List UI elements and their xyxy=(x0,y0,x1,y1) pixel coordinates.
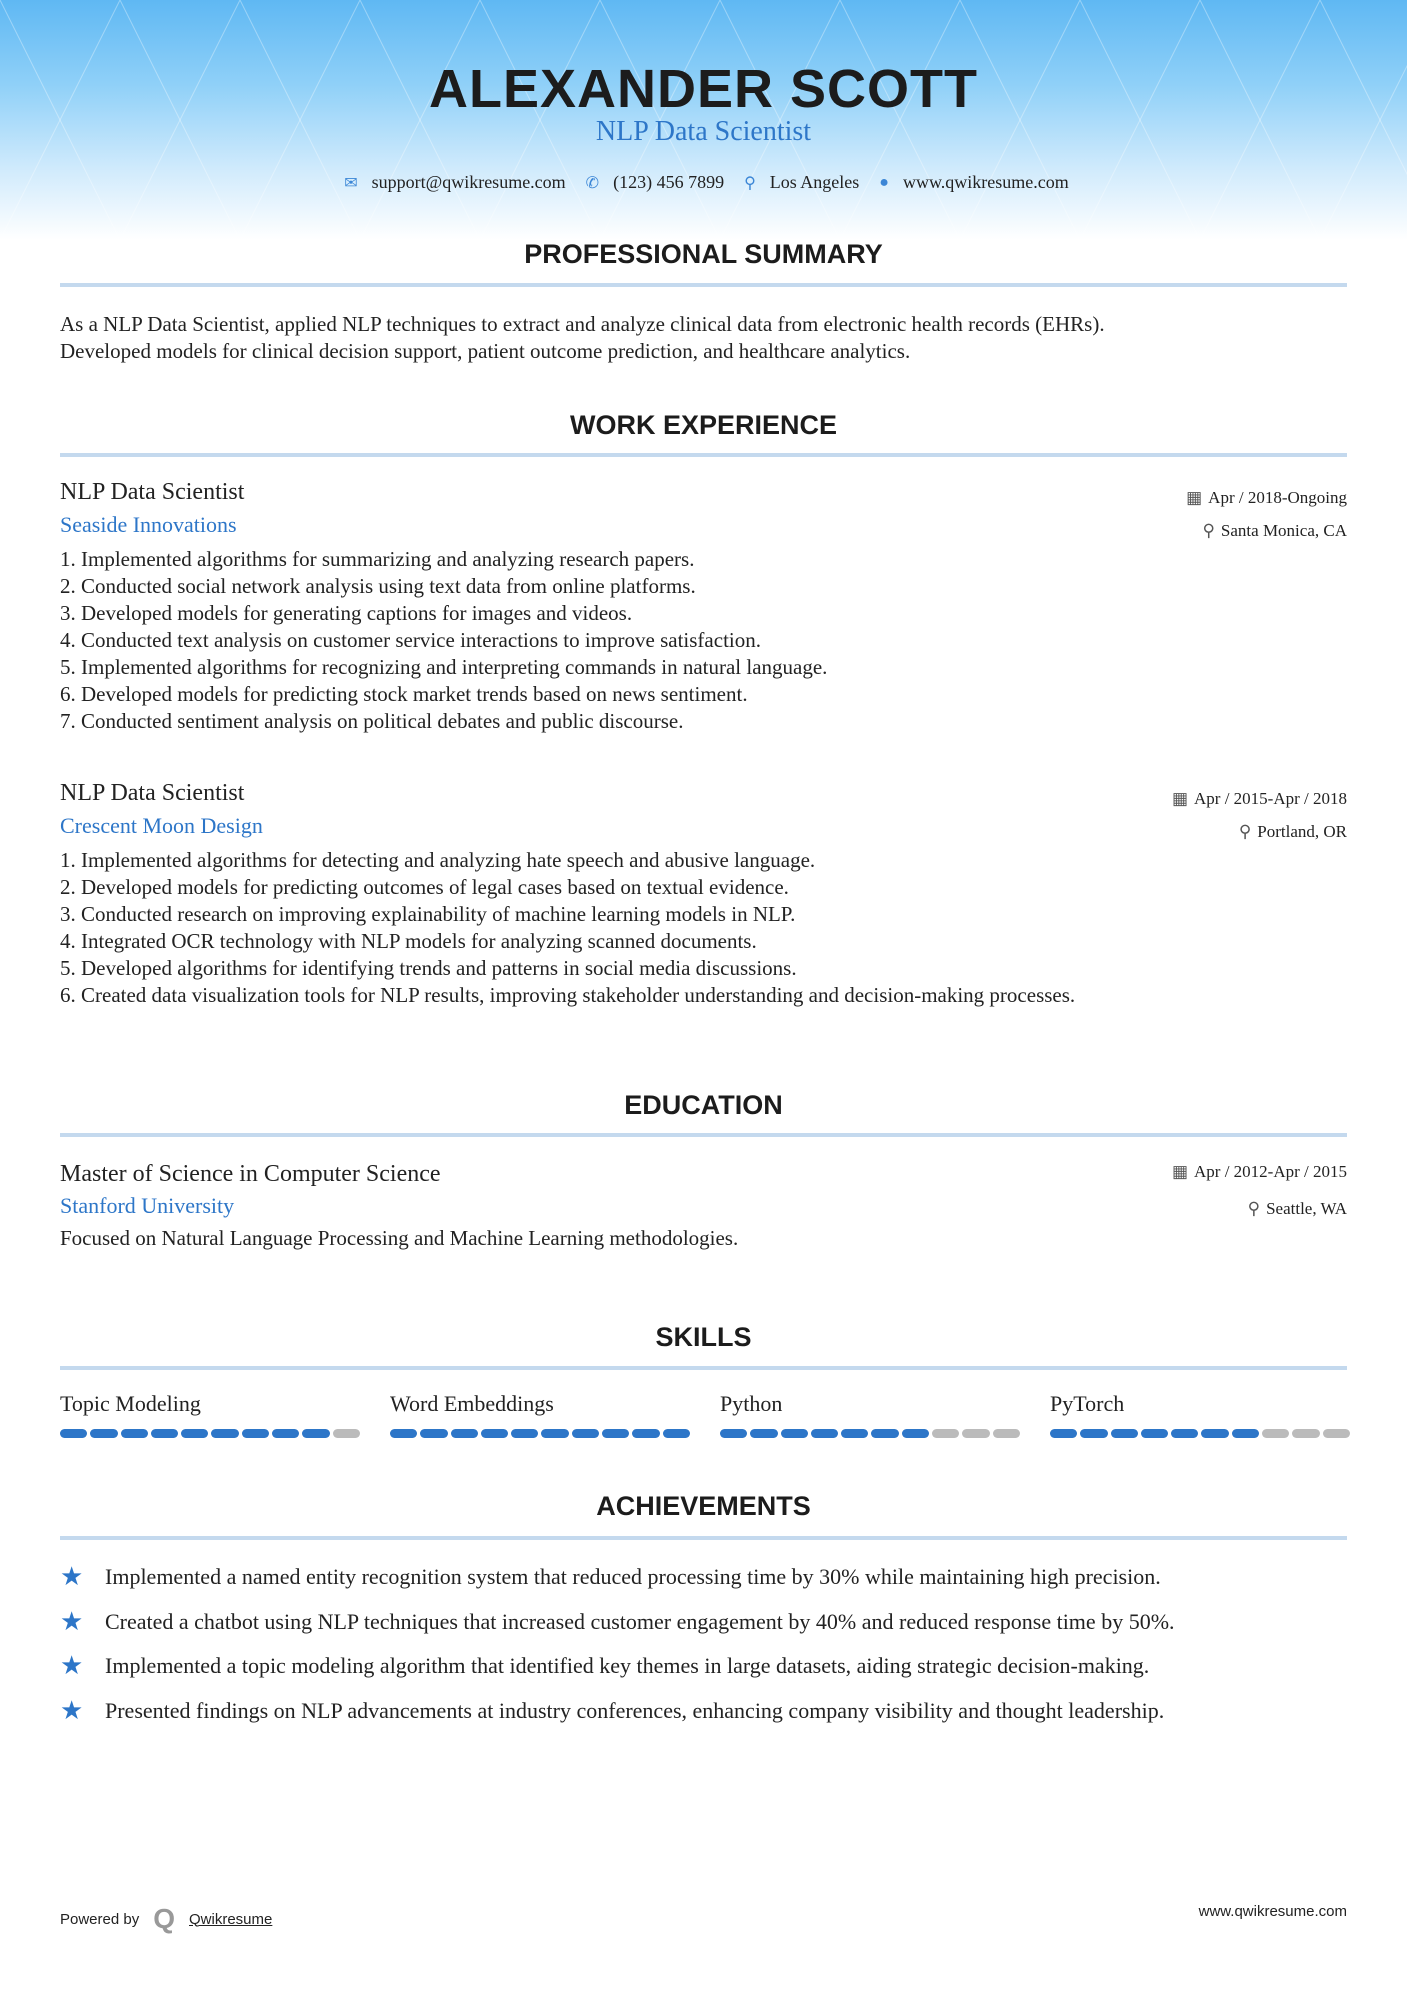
achievement-item xyxy=(60,1651,1149,1681)
section-heading-education: EDUCATION xyxy=(624,1090,783,1120)
skill-level-segment xyxy=(541,1429,568,1438)
skill-name: Topic Modeling xyxy=(60,1391,201,1416)
skill-level-segment xyxy=(1292,1429,1319,1438)
skill-level-segment xyxy=(871,1429,898,1438)
bullet: 6. Developed models for predicting stock market trends based on news sentiment. xyxy=(60,682,748,706)
skill-item xyxy=(1050,1391,1350,1438)
education-entry xyxy=(60,1161,738,1252)
location: Los Angeles xyxy=(769,172,860,192)
skill-level-segment xyxy=(781,1429,808,1438)
skill-level-segment xyxy=(121,1429,148,1438)
skill-level-segment xyxy=(811,1429,838,1438)
pin-icon: ⚲ xyxy=(1202,521,1215,540)
job-entry xyxy=(60,479,827,735)
bullet: 2. Developed models for predicting outcomes of legal cases based on textual evidence. xyxy=(60,875,789,899)
skill-level-segment xyxy=(993,1429,1020,1438)
dates-text: Apr / 2012-Apr / 2015 xyxy=(1194,1162,1347,1181)
dates-text: Apr / 2018-Ongoing xyxy=(1208,488,1347,507)
skill-level-segment xyxy=(272,1429,299,1438)
job-bullets xyxy=(60,546,827,735)
achievement-text: Created a chatbot using NLP techniques that increased customer engagement by 40% and reduced response time by 50%. xyxy=(105,1608,1175,1634)
achievement-item xyxy=(60,1696,1164,1726)
skill-level-segment xyxy=(451,1429,478,1438)
skill-level-segment xyxy=(481,1429,508,1438)
divider xyxy=(60,283,1347,287)
education-description: Focused on Natural Language Processing and Machine Learning methodologies. xyxy=(60,1226,739,1250)
envelope-icon: ✉ xyxy=(344,174,358,192)
section-heading-achievements: ACHIEVEMENTS xyxy=(596,1491,811,1521)
candidate-title: NLP Data Scientist xyxy=(595,116,812,147)
achievement-text: Implemented a named entity recognition system that reduced processing time by 30% while maintaining high precision. xyxy=(105,1564,1161,1589)
email[interactable]: support@qwikresume.com xyxy=(371,172,566,192)
bullet: 1. Implemented algorithms for detecting and analyzing hate speech and abusive language. xyxy=(60,848,816,872)
skill-level-segment xyxy=(420,1429,447,1438)
job-location xyxy=(1239,822,1347,842)
skill-level-segment xyxy=(1141,1429,1168,1438)
divider xyxy=(60,1536,1347,1540)
skill-level-bar xyxy=(1050,1429,1350,1438)
star-icon: ★ xyxy=(60,1562,84,1591)
achievement-text: Implemented a topic modeling algorithm that identified key themes in large datasets, aiding strategic decision-making. xyxy=(105,1653,1150,1678)
skill-level-segment xyxy=(663,1429,690,1438)
footer-brand xyxy=(60,1903,272,1935)
bullet: 3. Developed models for generating captions for images and videos. xyxy=(60,601,633,625)
divider xyxy=(60,453,1347,457)
skill-name: Word Embeddings xyxy=(390,1391,554,1416)
powered-by: Powered by xyxy=(60,1910,140,1928)
skill-level-segment xyxy=(572,1429,599,1438)
skill-level-segment xyxy=(1262,1429,1289,1438)
location-text: Santa Monica, CA xyxy=(1220,521,1347,540)
contact-info xyxy=(0,172,1407,193)
section-heading-summary: PROFESSIONAL SUMMARY xyxy=(524,239,883,269)
skill-level-segment xyxy=(632,1429,659,1438)
skill-level-segment xyxy=(841,1429,868,1438)
calendar-icon: ▦ xyxy=(1186,488,1203,507)
divider xyxy=(60,1366,1347,1370)
map-marker-icon: ⚲ xyxy=(744,174,756,192)
skill-level-segment xyxy=(902,1429,929,1438)
skill-level-segment xyxy=(151,1429,178,1438)
job-entry xyxy=(60,780,1075,1009)
job-dates xyxy=(1186,488,1347,508)
bullet: 1. Implemented algorithms for summarizing and analyzing research papers. xyxy=(60,547,695,571)
job-title: NLP Data Scientist xyxy=(60,780,245,806)
bullet: 4. Conducted text analysis on customer service interactions to improve satisfaction. xyxy=(60,628,761,652)
footer-site[interactable]: www.qwikresume.com xyxy=(1198,1903,1347,1920)
skill-level-segment xyxy=(962,1429,989,1438)
summary-text xyxy=(60,311,1105,365)
star-icon: ★ xyxy=(60,1695,84,1725)
skill-level-segment xyxy=(1323,1429,1350,1438)
skill-level-segment xyxy=(242,1429,269,1438)
skill-level-segment xyxy=(302,1429,329,1438)
skill-level-segment xyxy=(60,1429,87,1438)
star-icon: ★ xyxy=(60,1606,84,1636)
bullet: 3. Conducted research on improving explainability of machine learning models in NLP. xyxy=(60,902,796,926)
skill-level-segment xyxy=(602,1429,629,1438)
achievement-text: Presented findings on NLP advancements at industry conferences, enhancing company visibility and thought leadership. xyxy=(105,1697,1165,1723)
skill-level-segment xyxy=(1050,1429,1077,1438)
skill-name: PyTorch xyxy=(1050,1391,1125,1416)
achievement-item xyxy=(60,1607,1175,1637)
skill-level-segment xyxy=(181,1429,208,1438)
skill-level-segment xyxy=(1080,1429,1107,1438)
brand-link[interactable]: Qwikresume xyxy=(189,1910,273,1928)
skill-level-segment xyxy=(1111,1429,1138,1438)
company-name: Seaside Innovations xyxy=(60,512,237,537)
skill-level-bar xyxy=(390,1429,690,1438)
phone: (123) 456 7899 xyxy=(613,172,725,192)
skill-level-segment xyxy=(932,1429,959,1438)
skill-level-segment xyxy=(211,1429,238,1438)
dates-text: Apr / 2015-Apr / 2018 xyxy=(1194,789,1347,808)
qwikresume-logo-icon: Q xyxy=(153,1903,175,1934)
skill-level-bar xyxy=(720,1429,1020,1438)
calendar-icon: ▦ xyxy=(1171,789,1189,808)
job-location xyxy=(1202,521,1347,541)
skill-level-segment xyxy=(720,1429,747,1438)
location-text: Seattle, WA xyxy=(1266,1199,1347,1218)
skill-level-segment xyxy=(750,1429,777,1438)
skill-level-segment xyxy=(1171,1429,1198,1438)
location-text: Portland, OR xyxy=(1257,822,1347,841)
bullet: 6. Created data visualization tools for NLP results, improving stakeholder understanding and decision-making processes. xyxy=(60,983,1076,1007)
divider xyxy=(60,1133,1347,1137)
education-dates xyxy=(1172,1162,1347,1182)
section-heading-experience: WORK EXPERIENCE xyxy=(569,410,838,440)
candidate-name: ALEXANDER SCOTT xyxy=(428,59,978,119)
website[interactable]: www.qwikresume.com xyxy=(902,172,1069,192)
skill-level-segment xyxy=(1201,1429,1228,1438)
company-name: Crescent Moon Design xyxy=(60,813,263,838)
job-title: NLP Data Scientist xyxy=(60,479,245,505)
school: Stanford University xyxy=(60,1193,235,1218)
bullet: 5. Implemented algorithms for recognizing and interpreting commands in natural language. xyxy=(60,655,828,679)
skill-item xyxy=(390,1391,690,1438)
summary-line: Developed models for clinical decision support, patient outcome prediction, and healthcare analytics. xyxy=(60,339,911,363)
pin-icon: ⚲ xyxy=(1238,822,1252,841)
calendar-icon: ▦ xyxy=(1171,1162,1189,1181)
job-bullets xyxy=(60,847,1075,1009)
phone-icon: ✆ xyxy=(585,174,600,192)
skill-level-segment xyxy=(511,1429,538,1438)
summary-line: As a NLP Data Scientist, applied NLP techniques to extract and analyze clinical data from electronic health records (EHRs). xyxy=(60,312,1105,336)
job-dates xyxy=(1172,789,1347,809)
education-location xyxy=(1248,1199,1347,1219)
bullet: 5. Developed algorithms for identifying trends and patterns in social media discussions. xyxy=(60,956,797,980)
skill-level-bar xyxy=(60,1429,360,1438)
skill-level-segment xyxy=(390,1429,417,1438)
star-icon: ★ xyxy=(60,1651,84,1680)
bullet: 2. Conducted social network analysis using text data from online platforms. xyxy=(60,574,696,598)
skill-item xyxy=(720,1391,1020,1438)
skill-name: Python xyxy=(720,1391,783,1416)
bullet: 7. Conducted sentiment analysis on political debates and public discourse. xyxy=(60,709,684,733)
skill-level-segment xyxy=(1232,1429,1259,1438)
bullet: 4. Integrated OCR technology with NLP models for analyzing scanned documents. xyxy=(60,929,757,953)
section-heading-skills: SKILLS xyxy=(655,1322,752,1352)
skill-level-segment xyxy=(90,1429,117,1438)
globe-icon: ● xyxy=(879,173,889,191)
pin-icon: ⚲ xyxy=(1247,1199,1261,1218)
skill-item xyxy=(60,1391,360,1438)
achievement-item xyxy=(60,1562,1161,1592)
degree: Master of Science in Computer Science xyxy=(60,1161,441,1187)
skill-level-segment xyxy=(333,1429,360,1438)
